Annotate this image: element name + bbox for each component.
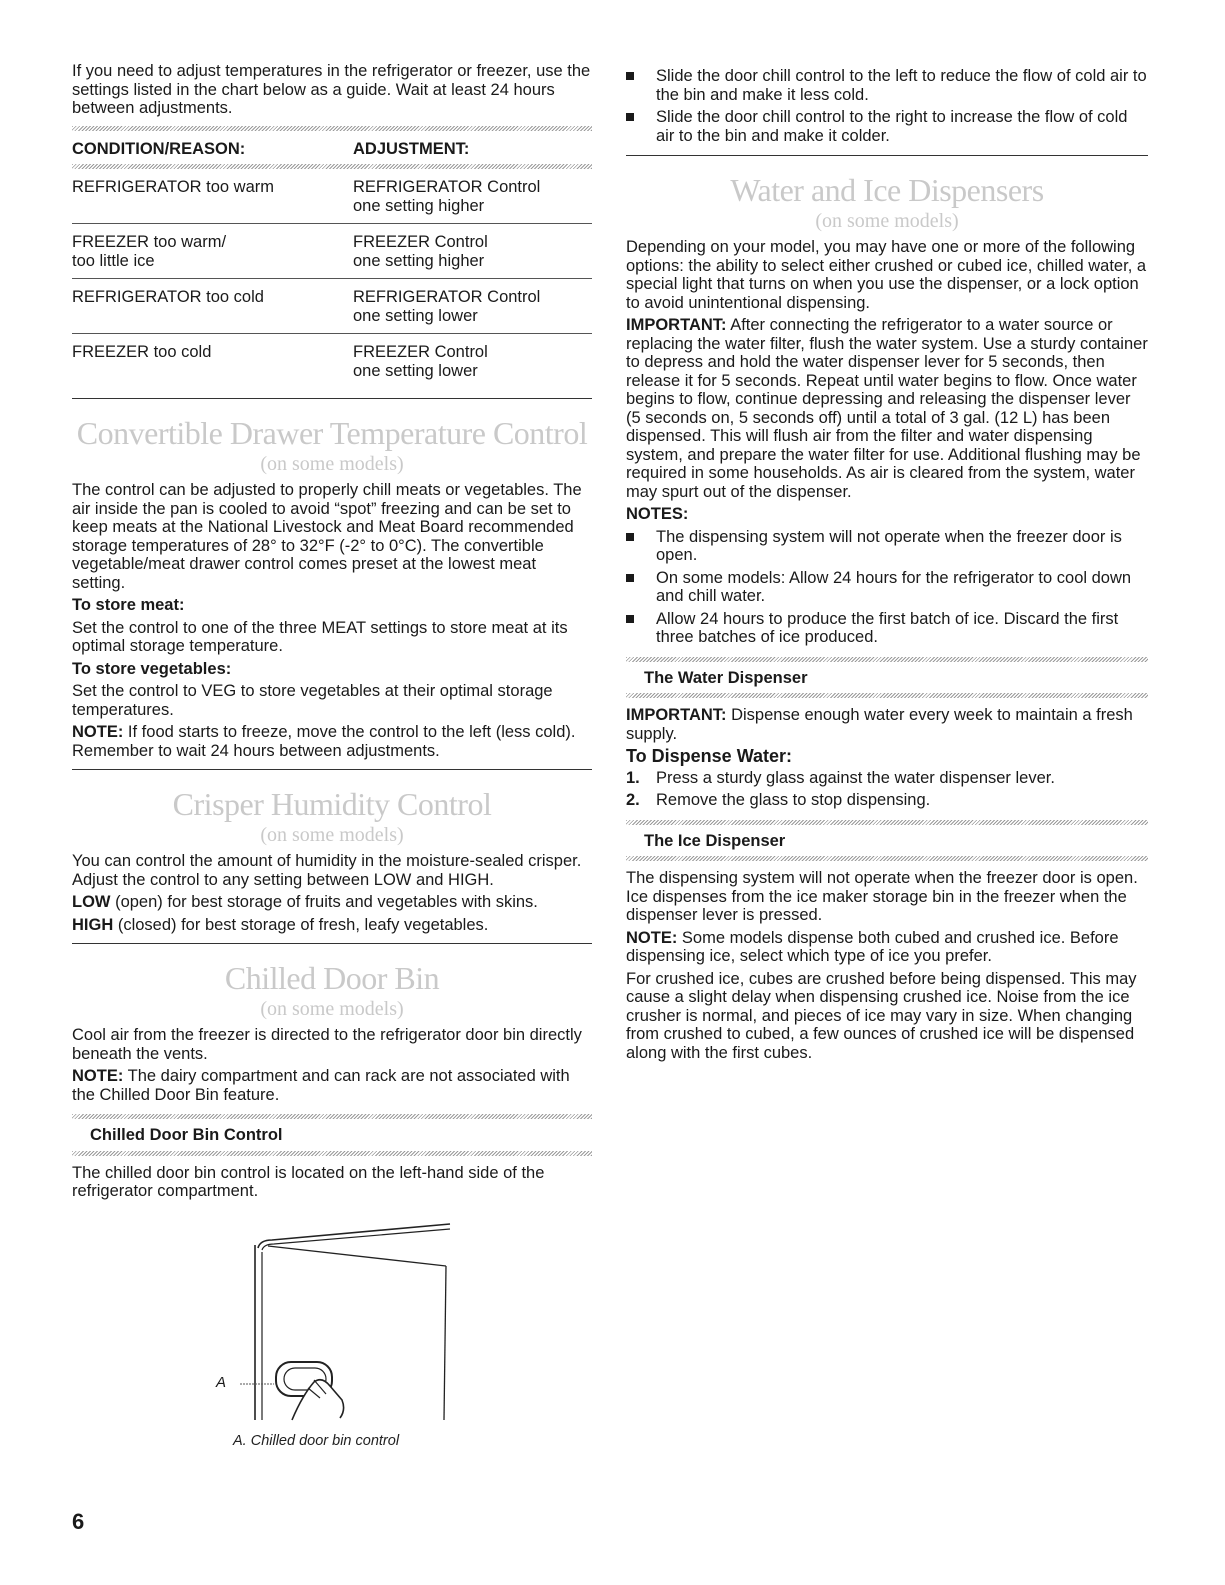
chart-header-adjustment: ADJUSTMENT: (353, 139, 470, 158)
bullet-icon (626, 574, 634, 582)
chart-cell: one setting lower (353, 306, 478, 325)
table-row (72, 169, 592, 224)
temperature-chart (72, 131, 592, 399)
important-label: IMPORTANT: (626, 706, 727, 724)
water-dispenser-heading: The Water Dispenser (644, 668, 808, 687)
hatch-divider (626, 693, 1148, 698)
ice-paragraph-2: For crushed ice, cubes are crushed before being dispensed. This may cause a slight delay when dispensing crushed ice. Noise from the ice crusher is normal, and pieces of ice may vary in size. When changing from crushed to cubed, a few ounces of crushed ice will be dispensed along with the first cubes. (626, 969, 1137, 1062)
note-label: NOTE: (72, 1067, 124, 1085)
list-item-text: Slide the door chill control to the left to reduce the flow of cold air to the bin and make it less cold. (656, 67, 1147, 104)
store-meat-heading: To store meat: (72, 596, 185, 614)
list-item-text: On some models: Allow 24 hours for the refrigerator to cool down and chill water. (656, 568, 1132, 605)
important-label: IMPORTANT: (626, 316, 727, 334)
left-column (72, 62, 592, 1205)
section-rule (72, 769, 592, 770)
chart-cell: one setting higher (353, 251, 485, 270)
list-item-text: Slide the door chill control to the right to increase the flow of cold air to the bin and make it colder. (656, 108, 1128, 145)
high-label: HIGH (72, 915, 114, 934)
to-dispense-water-heading: To Dispense Water: (626, 746, 793, 766)
water-important (626, 706, 1148, 743)
section-rule (72, 943, 592, 944)
right-column (626, 67, 1148, 1066)
list-item (626, 769, 1148, 788)
low-text: (open) for best storage of fruits and vegetables with skins. (110, 893, 538, 911)
chart-cell: REFRIGERATOR Control (353, 288, 541, 306)
chart-cell: REFRIGERATOR too cold (72, 288, 264, 306)
list-item (626, 108, 1148, 145)
chart-cell: REFRIGERATOR Control (353, 178, 541, 196)
chart-cell: FREEZER Control (353, 233, 488, 251)
chilled-control-heading: Chilled Door Bin Control (90, 1126, 283, 1144)
section-subtitle: (on some models) (260, 453, 404, 475)
section-title-convertible: Convertible Drawer Temperature Control (76, 415, 588, 451)
chart-header-row (72, 131, 592, 165)
section-title-dispensers: Water and Ice Dispensers (730, 172, 1044, 208)
bullet-icon (626, 615, 634, 623)
chart-header-condition: CONDITION/REASON: (72, 139, 246, 158)
notes-heading: NOTES: (626, 505, 689, 523)
note-label: NOTE: (626, 928, 678, 947)
list-item (626, 610, 1148, 647)
crisper-paragraph: You can control the amount of humidity in the moisture-sealed crisper. Adjust the control to any setting between LOW and HIGH. (72, 852, 582, 889)
convertible-note (72, 723, 592, 760)
note-text: Some models dispense both cubed and crushed ice. Before dispensing ice, select which type of ice you prefer. (626, 928, 1119, 965)
list-item-text: The dispensing system will not operate when the freezer door is open. (656, 527, 1122, 564)
store-veg-text: Set the control to VEG to store vegetables at their optimal storage temperatures. (72, 682, 553, 719)
hatch-divider (626, 856, 1148, 861)
chart-cell: FREEZER Control (353, 343, 488, 361)
note-text: If food starts to freeze, move the control to the left (less cold). Remember to wait 24 hours between adjustments. (72, 723, 576, 760)
step-number: 1. (626, 768, 640, 787)
important-text: Dispense enough water every week to maintain a fresh supply. (626, 706, 1133, 743)
list-item (626, 67, 1148, 104)
ice-note (626, 929, 1148, 966)
chart-cell: REFRIGERATOR too warm (72, 178, 275, 196)
note-label: NOTE: (72, 723, 124, 741)
section-title-crisper: Crisper Humidity Control (172, 786, 492, 822)
convertible-paragraph: The control can be adjusted to properly chill meats or vegetables. The air inside the pan is cooled to avoid “spot” freezing and can be set to keep meats at the National Livestock and Meat Board recommended storage temperatures of 28° to 32°F (-2° to 0°C). The convertible vegetable/meat drawer control comes preset at the lowest meat setting. (72, 481, 582, 592)
page-number: 6 (72, 1509, 85, 1534)
bullet-icon (626, 72, 634, 80)
section-title-chilled: Chilled Door Bin (224, 960, 440, 996)
store-veg-heading: To store vegetables: (72, 659, 232, 678)
list-item-text: Allow 24 hours to produce the first batch of ice. Discard the first three batches of ice produced. (656, 609, 1119, 646)
figure-caption: A. Chilled door bin control (233, 1433, 400, 1449)
note-text: The dairy compartment and can rack are not associated with the Chilled Door Bin feature. (72, 1067, 570, 1104)
bullet-icon (626, 113, 634, 121)
refrigerator-door-illustration (210, 1220, 460, 1430)
step-number: 2. (626, 791, 640, 809)
chilled-door-bin-figure (210, 1220, 460, 1435)
table-row (72, 279, 592, 334)
chart-cell: one setting lower (353, 361, 478, 380)
figure-label-a: A (216, 1374, 227, 1391)
chart-cell: FREEZER too warm/ (72, 233, 227, 251)
chart-cell: one setting higher (353, 196, 485, 215)
crisper-high (72, 916, 592, 935)
chart-cell: too little ice (72, 251, 155, 270)
chart-cell: FREEZER too cold (72, 343, 212, 361)
important-text: After connecting the refrigerator to a water source or replacing the water filter, flush the water system. Use a sturdy container to depress and hold the water dispenser lever for 5 seconds, then release it for 5 seconds. Repeat until water begins to flow. Once water begins to flow, continue depressing and releasing the dispenser lever (5 seconds on, 5 seconds off) until a total of 3 gal. (12 L) has been dispensed. This will flush air from the filter and water dispensing system, and prepare the water filter for use. Additional flushing may be required in some households. As air is cleared from the system, water may spurt out of the dispenser. (626, 316, 1148, 501)
crisper-low (72, 893, 592, 912)
ice-paragraph: The dispensing system will not operate when the freezer door is open. Ice dispenses from the ice maker storage bin in the freezer when the dispenser lever is pressed. (626, 869, 1138, 924)
hatch-divider (72, 1151, 592, 1156)
table-row (72, 334, 592, 399)
list-item (626, 569, 1148, 606)
high-text: (closed) for best storage of fresh, leafy vegetables. (113, 915, 489, 934)
store-meat-text: Set the control to one of the three MEAT settings to store meat at its optimal storage temperature. (72, 618, 568, 655)
section-rule (626, 155, 1148, 156)
low-label: LOW (72, 893, 111, 911)
step-text: Press a sturdy glass against the water dispenser lever. (656, 768, 1055, 787)
chilled-control-text: The chilled door bin control is located on the left-hand side of the refrigerator compartment. (72, 1163, 545, 1200)
section-subtitle: (on some models) (260, 998, 404, 1020)
ice-dispenser-heading: The Ice Dispenser (644, 831, 786, 850)
section-subtitle: (on some models) (260, 824, 404, 846)
list-item (626, 791, 1148, 810)
bullet-icon (626, 533, 634, 541)
step-text: Remove the glass to stop dispensing. (656, 791, 931, 809)
dispensers-paragraph: Depending on your model, you may have one or more of the following options: the ability to select either crushed or cubed ice, chilled water, a special light that turns on when you use the dispenser, or a lock option to avoid unintentional dispensing. (626, 238, 1147, 312)
chilled-note (72, 1067, 592, 1104)
section-rule (72, 398, 592, 399)
intro-paragraph: If you need to adjust temperatures in the refrigerator or freezer, use the settings listed in the chart below as a guide. Wait at least 24 hours between adjustments. (72, 62, 591, 117)
section-subtitle: (on some models) (815, 210, 959, 232)
list-item (626, 528, 1148, 565)
dispensers-important (626, 316, 1148, 501)
chilled-paragraph: Cool air from the freezer is directed to the refrigerator door bin directly beneath the vents. (72, 1026, 582, 1063)
table-row (72, 224, 592, 279)
